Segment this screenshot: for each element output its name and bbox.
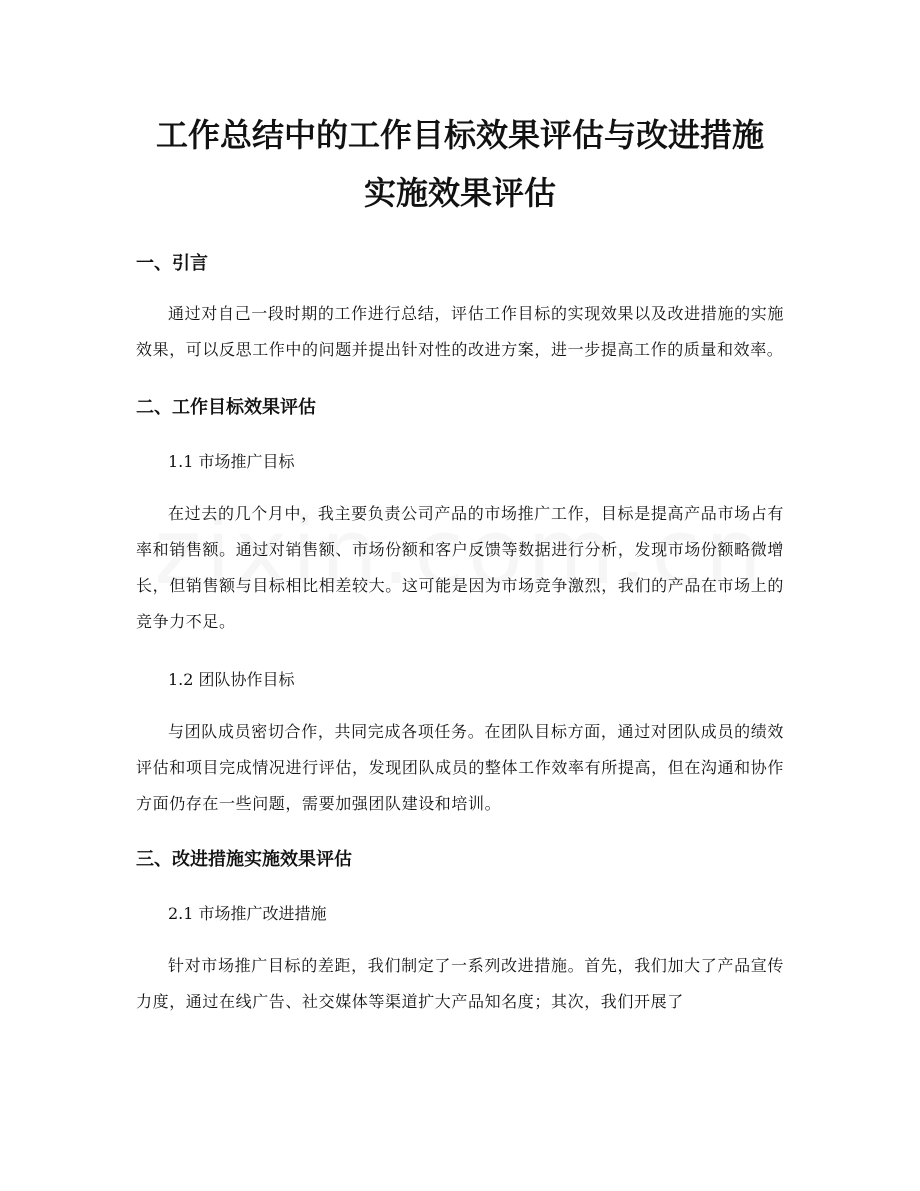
- section-paragraph-intro: 通过对自己一段时期的工作进行总结，评估工作目标的实现效果以及改进措施的实施效果，可以反思工作中的问题并提出针对性的改进方案，进一步提高工作的质量和效率。: [136, 304, 784, 359]
- section-heading-improvement-evaluation: 三、改进措施实施效果评估: [136, 849, 352, 870]
- subsection-paragraph-marketing-improvement: 针对市场推广目标的差距，我们制定了一系列改进措施。首先，我们加大了产品宣传力度，通过在线广告、社交媒体等渠道扩大产品知名度；其次，我们开展了: [136, 956, 784, 1011]
- subsection-heading-marketing-goal: 1.1 市场推广目标: [168, 452, 295, 471]
- subsection-paragraph-marketing-goal: 在过去的几个月中，我主要负责公司产品的市场推广工作，目标是提高产品市场占有率和销售额。通过对销售额、市场份额和客户反馈等数据进行分析，发现市场份额略微增长，但销售额与目标相比相差较大。这可能是因为市场竞争激烈，我们的产品在市场上的竞争力不足。: [136, 504, 784, 631]
- section-heading-goal-evaluation: 二、工作目标效果评估: [136, 397, 316, 418]
- subsection-paragraph-team-goal: 与团队成员密切合作，共同完成各项任务。在团队目标方面，通过对团队成员的绩效评估和项目完成情况进行评估，发现团队成员的整体工作效率有所提高，但在沟通和协作方面仍存在一些问题，需要加强团队建设和培训。: [136, 722, 784, 813]
- section-heading-intro: 一、引言: [136, 253, 208, 274]
- document-title: [136, 106, 784, 222]
- title-line-1: 工作总结中的工作目标效果评估与改进措施: [155, 116, 764, 154]
- title-line-2: 实施效果评估: [363, 174, 556, 212]
- subsection-heading-team-goal: 1.2 团队协作目标: [168, 670, 295, 689]
- subsection-heading-marketing-improvement: 2.1 市场推广改进措施: [168, 904, 327, 923]
